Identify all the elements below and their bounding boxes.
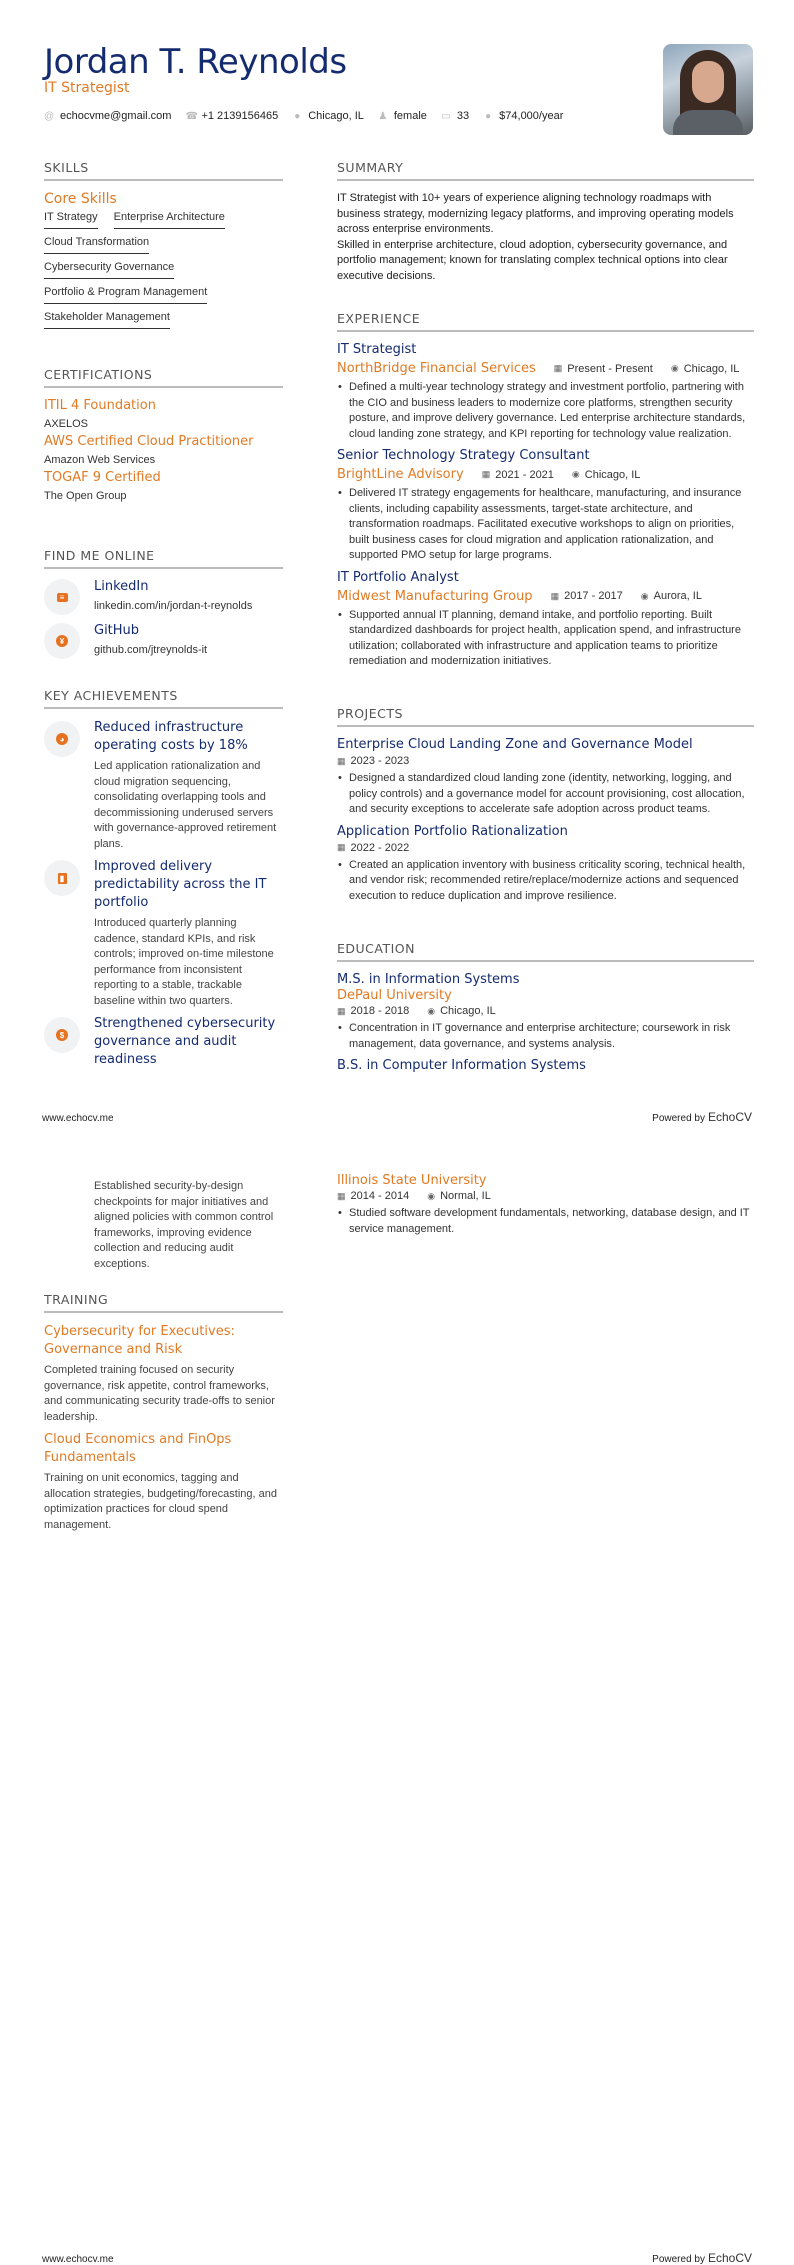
location-pin-icon: ◉ (571, 469, 580, 479)
achievement-title: Improved delivery predictability across the IT portfolio (94, 859, 267, 910)
contact-phone[interactable]: ☎ +1 2139156465 (185, 110, 279, 122)
edu-dates: 2018 - 2018 (350, 1005, 410, 1017)
degree: B.S. in Computer Information Systems (337, 1058, 586, 1073)
achievement-desc: Led application rationalization and cloud migration sequencing, consolidating overlapping tools and decommissioning underused servers with governance-approved retirement plans. (94, 760, 277, 850)
resume-page-1 (0, 0, 794, 1124)
yen-coin-icon: ¥ (56, 635, 68, 647)
skills-group-title: Core Skills (44, 191, 117, 207)
training-title: Cloud Economics and FinOps Fundamentals (44, 1432, 232, 1465)
skill-tag: IT Strategy (44, 211, 98, 229)
calendar-icon: ▦ (550, 590, 560, 601)
location-pin-icon: ● (294, 110, 301, 122)
online-label: GitHub (94, 623, 140, 638)
section-heading: EDUCATION (337, 941, 754, 962)
section-heading: CERTIFICATIONS (44, 367, 283, 388)
project-item (337, 737, 754, 818)
calendar-icon: ▦ (337, 1005, 346, 1016)
experience-section (337, 311, 754, 676)
cert-name: AWS Certified Cloud Practitioner (44, 434, 254, 449)
achievement-desc: Introduced quarterly planning cadence, standard KPIs, and risk controls; improved on-time milestone performance from inconsistent reporting to a stable, trackable baseline within two quarters. (94, 917, 274, 1007)
skill-tag: Portfolio & Program Management (44, 286, 207, 304)
project-item (337, 824, 754, 905)
footer-powered[interactable]: Powered by EchoCV (652, 1110, 752, 1124)
job-bullet: • Supported annual IT planning, demand intake, and portfolio reporting. Built standardized dashboards for project health, application spend, and infrastructure utilization; collaborated with infrastructure and application teams to prioritize remediation and modernization initiatives. (337, 608, 754, 670)
summary-section (337, 160, 754, 284)
brand-name: EchoCV (707, 1110, 752, 1124)
achievement-item (44, 1015, 283, 1069)
skill-tag: Stakeholder Management (44, 311, 170, 329)
report-file-icon: ▮ (58, 873, 67, 884)
company-name: Midwest Manufacturing Group (337, 588, 533, 604)
salary-icon: ● (485, 110, 492, 122)
footer-powered[interactable]: Powered by EchoCV (652, 2251, 752, 2265)
achievement-item (44, 858, 283, 1009)
online-url[interactable]: github.com/jtreynolds-it (94, 644, 208, 656)
job-bullet: • Defined a multi-year technology strategy and investment portfolio, partnering with the CIO and business leaders to modernize core platforms, strengthen security posture, and improve delivery governance. Led enterprise architecture standards, cloud landing zone strategy, and KPI reporting for technology value realization. (337, 380, 754, 442)
person-icon: ♟ (378, 110, 388, 122)
skill-tag: Cloud Transformation (44, 236, 149, 254)
at-icon: @ (44, 110, 55, 122)
experience-item (337, 448, 754, 564)
calendar-icon: ▦ (481, 469, 491, 479)
project-dates: 2022 - 2022 (350, 841, 410, 854)
contact-location: ● Chicago, IL (294, 110, 364, 122)
online-link-linkedin[interactable] (44, 579, 283, 615)
project-bullet: • Designed a standardized cloud landing zone (identity, networking, logging, and policy controls) and a governance model for account provisioning, cost allocation, and security exceptions to accelerate safe adoption across product teams. (337, 771, 754, 818)
location-pin-icon: ◉ (427, 1190, 436, 1201)
edu-bullet: • Concentration in IT governance and enterprise architecture; coursework in risk management, data governance, and systems analysis. (337, 1021, 754, 1052)
edu-bullet: • Studied software development fundamentals, networking, database design, and IT service management. (337, 1206, 754, 1237)
calendar-icon: ▦ (553, 363, 563, 373)
training-desc: Training on unit economics, tagging and allocation strategies, budgeting/forecasting, and optimization practices for cloud spend management. (44, 1472, 277, 1531)
section-heading: SKILLS (44, 160, 283, 181)
section-heading: EXPERIENCE (337, 311, 754, 332)
calendar-icon: ▦ (337, 842, 346, 852)
cake-icon: ≡ (57, 593, 68, 602)
contact-gender: ♟ female (378, 110, 427, 122)
company-name: BrightLine Advisory (337, 467, 464, 482)
job-dates: 2017 - 2017 (564, 590, 623, 602)
candidate-name: Jordan T. Reynolds (44, 42, 347, 82)
section-heading: TRAINING (44, 1292, 283, 1313)
achievements-section (44, 688, 283, 1075)
footer-site-link[interactable]: www.echocv.me (42, 1113, 114, 1124)
resume-page-2 (0, 1120, 794, 2265)
location-pin-icon: ◉ (670, 363, 679, 373)
dollar-coin-icon: $ (56, 1029, 68, 1041)
job-bullet: • Delivered IT strategy engagements for healthcare, manufacturing, and insurance clients, including capability assessments, target-state architecture, and transformation roadmaps. Facilitated executive workshops to align on priorities, built business cases for cloud migration and application rationalization, and supported PMO setup for large programs. (337, 486, 754, 564)
footer-site-link[interactable]: www.echocv.me (42, 2254, 114, 2265)
education-continued (337, 1173, 754, 1243)
candidate-title: IT Strategist (44, 80, 130, 96)
skill-tag: Cybersecurity Governance (44, 261, 174, 279)
calendar-icon: ▭ (441, 110, 451, 122)
project-title: Enterprise Cloud Landing Zone and Governance Model (337, 737, 693, 752)
skills-section (44, 160, 283, 329)
project-title: Application Portfolio Rationalization (337, 823, 568, 839)
job-location: Aurora, IL (653, 590, 702, 602)
calendar-icon: ▦ (337, 1190, 346, 1201)
training-section (44, 1292, 283, 1533)
cert-org: Amazon Web Services (44, 454, 156, 466)
job-location: Chicago, IL (683, 362, 740, 375)
pie-chart-icon: ◕ (56, 733, 68, 745)
edu-dates: 2014 - 2014 (350, 1190, 410, 1202)
contact-email[interactable]: @ echocvme@gmail.com (44, 110, 172, 122)
brand-name: EchoCV (707, 2251, 752, 2265)
phone-icon: ☎ (185, 110, 198, 122)
experience-item (337, 570, 754, 670)
online-url[interactable]: linkedin.com/in/jordan-t-reynolds (94, 600, 253, 612)
job-dates: 2021 - 2021 (495, 468, 554, 481)
training-title: Cybersecurity for Executives: Governance and Risk (44, 1324, 235, 1357)
profile-photo (663, 44, 753, 135)
project-dates: 2023 - 2023 (350, 755, 410, 767)
job-dates: Present - Present (567, 362, 653, 375)
training-desc: Completed training focused on security governance, risk appetite, control frameworks, and communicating security trade-offs to senior leadership. (44, 1364, 275, 1423)
contact-age: ▭ 33 (441, 110, 470, 122)
achievements-continued (44, 1175, 283, 1272)
location-pin-icon: ◉ (427, 1005, 436, 1016)
contact-salary: ● $74,000/year (485, 110, 564, 122)
cert-org: The Open Group (44, 490, 127, 502)
summary-paragraph: IT Strategist with 10+ years of experience aligning technology roadmaps with business strategy, modernizing legacy platforms, and improving operating models across enterprise environments. (337, 192, 734, 235)
cert-org: AXELOS (44, 418, 89, 430)
certifications-section (44, 367, 283, 506)
job-title: Senior Technology Strategy Consultant (337, 448, 590, 463)
project-bullet: • Created an application inventory with business criticality scoring, technical health, and vendor risk; recommended retire/replace/modernize actions and sequenced execution to reduce duplication and improve resilience. (337, 858, 754, 905)
section-heading: SUMMARY (337, 160, 754, 181)
achievement-title: Reduced infrastructure operating costs by 18% (94, 720, 248, 753)
cert-name: TOGAF 9 Certified (44, 470, 161, 485)
education-item (337, 972, 754, 1052)
job-location: Chicago, IL (584, 468, 641, 481)
achievement-item (44, 719, 283, 852)
edu-location: Normal, IL (440, 1190, 491, 1202)
location-pin-icon: ◉ (640, 590, 649, 601)
online-label: LinkedIn (94, 579, 149, 594)
online-section (44, 548, 283, 667)
section-heading: FIND ME ONLINE (44, 548, 283, 569)
job-title: IT Portfolio Analyst (337, 569, 459, 585)
summary-paragraph: Skilled in enterprise architecture, cloud adoption, cybersecurity governance, and portfolio management; known for translating complex technical options into clear executive decisions. (337, 238, 728, 282)
degree: M.S. in Information Systems (337, 972, 520, 987)
edu-location: Chicago, IL (440, 1005, 496, 1017)
achievement-title: Strengthened cybersecurity governance and audit readiness (94, 1016, 276, 1067)
school-name: Illinois State University (337, 1173, 487, 1188)
contact-bar (44, 110, 563, 122)
education-section (337, 941, 754, 1073)
online-link-github[interactable] (44, 623, 283, 659)
company-name: NorthBridge Financial Services (337, 361, 536, 376)
skill-tag: Enterprise Architecture (114, 211, 225, 229)
section-heading: KEY ACHIEVEMENTS (44, 688, 283, 709)
skills-list (44, 211, 283, 329)
job-title: IT Strategist (337, 342, 417, 357)
calendar-icon: ▦ (337, 755, 346, 766)
school-name: DePaul University (337, 988, 452, 1003)
projects-section (337, 706, 754, 910)
achievement-desc: Established security-by-design checkpoints for major initiatives and aligned policies with common control frameworks, improving evidence collection and reducing audit exceptions. (94, 1180, 274, 1270)
experience-item (337, 342, 754, 442)
cert-name: ITIL 4 Foundation (44, 398, 156, 413)
section-heading: PROJECTS (337, 706, 754, 727)
